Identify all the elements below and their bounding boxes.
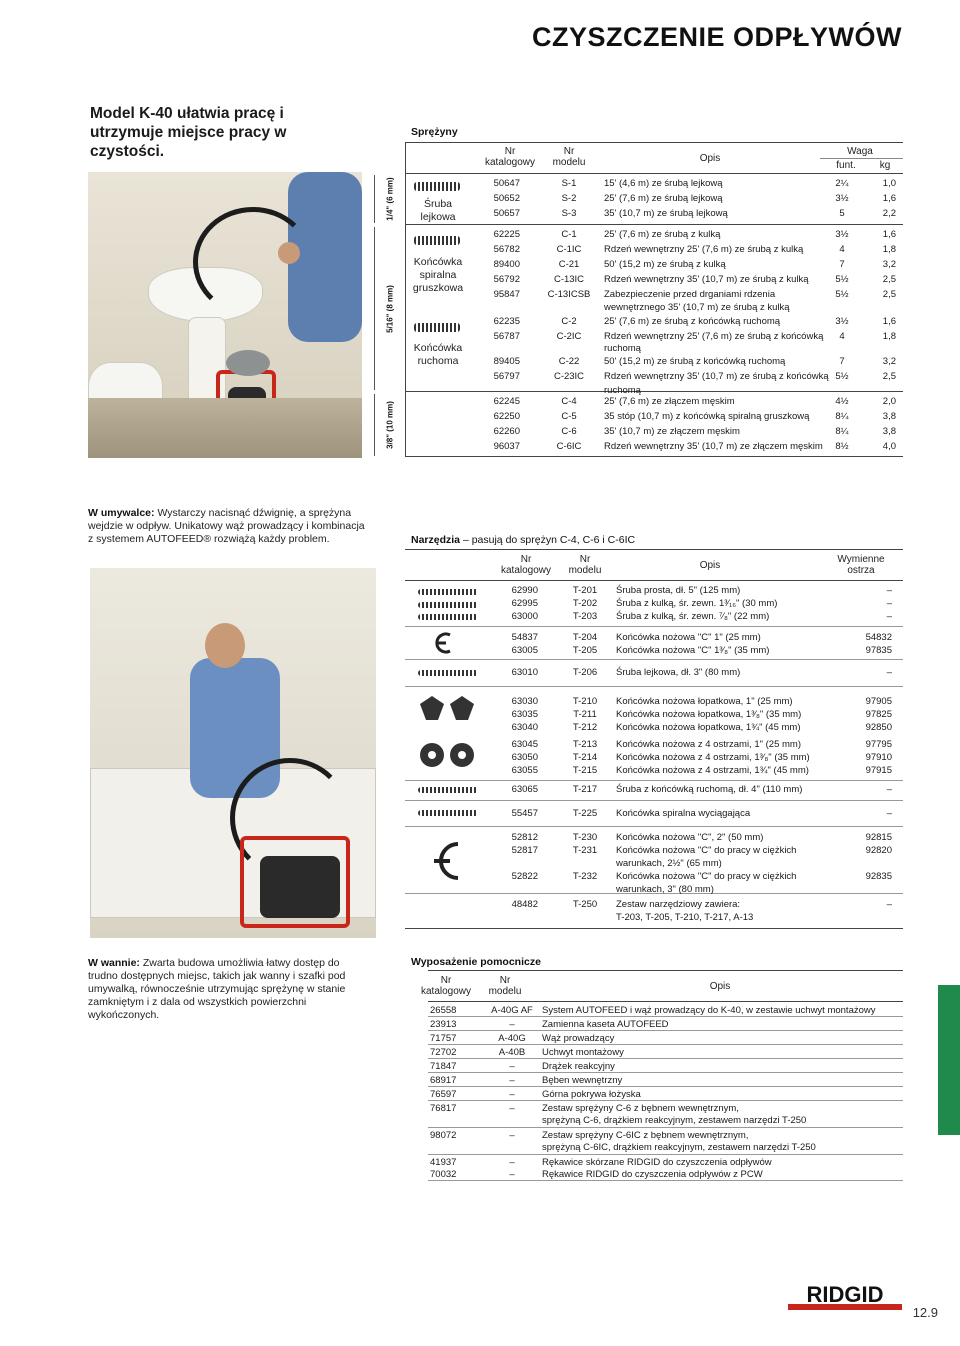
tool-hdr-ostrza: Wymienne ostrza	[837, 554, 885, 576]
spring-row-col-0: 62245	[493, 396, 520, 407]
accessory-row-col-1: A-40B	[498, 1047, 526, 1058]
accessory-row-col-0: 72702	[430, 1047, 457, 1058]
spring-row-col-0: 56787	[493, 331, 520, 342]
headline: Model K-40 ułatwia pracę i utrzymuje miejsce pracy w czystości.	[90, 105, 287, 160]
spr-hdr-waga: Waga	[847, 146, 873, 157]
tool-row-col-2: Końcówka nożowa z 4 ostrzami, 1³⁄₈" (35 mm)	[616, 752, 810, 763]
tool-row-col-3: 92850	[865, 722, 892, 733]
accessory-row-col-0: 71757	[430, 1033, 457, 1044]
tool-row-col-3: 92820	[865, 845, 892, 856]
tool-row-col-1: T-202	[572, 598, 598, 609]
size-group-3: 3/8" (10 mm)	[374, 394, 404, 456]
tool-row-col-0: 63040	[511, 722, 538, 733]
accessory-row-col-0: 76817	[430, 1103, 457, 1114]
spring-row-col-2: 35' (10,7 m) ze złączem męskim	[604, 426, 740, 437]
spring-type-bulb: Końcówka spiralna gruszkowa	[412, 256, 464, 294]
spring-row-col-2: Rdzeń wewnętrzny 25' (7,6 m) ze śrubą z końcówką	[604, 331, 824, 342]
accessory-row-divider	[428, 1044, 903, 1045]
accessory-row-col-0: 68917	[430, 1075, 457, 1086]
tool-row-col-0: 63010	[511, 667, 538, 678]
tool-row-col-1: T-217	[572, 784, 598, 795]
spring-row-col-3: 7	[839, 259, 845, 270]
tool-row-col-0: 63035	[511, 709, 538, 720]
tool-row-col-1: T-250	[572, 899, 598, 910]
tool-row-col-1: T-215	[572, 765, 598, 776]
spring-row-col-3: 8¼	[835, 411, 849, 422]
accessory-row-col-2: Drążek reakcyjny	[542, 1061, 615, 1072]
accessory-row-col-1: –	[509, 1019, 515, 1030]
tool-row-col-1: T-230	[572, 832, 598, 843]
accessory-row-col-2: Zestaw sprężyny C-6 z bębnem wewnętrznym,	[542, 1103, 739, 1114]
accessory-row-col-2: sprężyną C-6, drążkiem reakcyjnym, zestawem narzędzi T-250	[542, 1115, 807, 1126]
accessory-row-col-2: Wąż prowadzący	[542, 1033, 615, 1044]
spring-row-col-4: 3,2	[882, 259, 896, 270]
accessory-row-col-2: System AUTOFEED i wąż prowadzący do K-40, w zestawie uchwyt montażowy	[542, 1005, 876, 1016]
accessory-row-col-2: Rękawice skórzane RIDGID do czyszczenia odpływów	[542, 1157, 772, 1168]
spring-row-col-1: C-2	[561, 316, 577, 327]
spring-row-col-4: 1,6	[882, 193, 896, 204]
spr-hdr-nrkat: Nr katalogowy	[484, 146, 536, 168]
spring-row-col-1: C-1	[561, 229, 577, 240]
accessory-row-col-1: A-40G	[498, 1033, 526, 1044]
tool-row-col-0: 63005	[511, 645, 538, 656]
accessory-row-divider	[428, 1058, 903, 1059]
spring-row-col-1: S-1	[561, 178, 577, 189]
accessory-row-col-0: 76597	[430, 1089, 457, 1100]
acc-hdr-nrmod: Nr modelu	[488, 975, 522, 997]
tool-row-col-3: 97835	[865, 645, 892, 656]
spring-row-col-2: 50' (15,2 m) ze śrubą z kulką	[604, 259, 726, 270]
tool-hdr-nrmod: Nr modelu	[568, 554, 602, 576]
spring-row-col-0: 96037	[493, 441, 520, 452]
spring-row-col-2: 25' (7,6 m) ze śrubą z końcówką ruchomą	[604, 316, 781, 327]
spring-row-col-1: C-2IC	[556, 331, 582, 342]
spring-row-col-0: 56797	[493, 371, 520, 382]
tool-row-col-1: T-212	[572, 722, 598, 733]
spring-row-col-0: 50657	[493, 208, 520, 219]
accessory-row-col-2: Górna pokrywa łożyska	[542, 1089, 641, 1100]
tool-hdr-opis: Opis	[699, 560, 721, 571]
tool-row-col-1: T-205	[572, 645, 598, 656]
spring-row-col-1: S-2	[561, 193, 577, 204]
accessory-row-col-1: –	[509, 1157, 515, 1168]
tool-row-col-2: Zestaw narzędziowy zawiera:	[616, 899, 741, 910]
spring-row-col-3: 3½	[835, 193, 849, 204]
accessory-row-col-2: Zamienna kaseta AUTOFEED	[542, 1019, 669, 1030]
acc-hdr-opis: Opis	[709, 981, 731, 992]
accessory-row-col-0: 70032	[430, 1169, 457, 1180]
spring-row-col-4: 3,8	[882, 411, 896, 422]
accessory-row-col-2: Rękawice RIDGID do czyszczenia odpływów z PCW	[542, 1169, 763, 1180]
spring-row-col-3: 4	[839, 244, 845, 255]
spring-row-col-3: 2¼	[835, 178, 849, 189]
caption-sink: W umywalce: Wystarczy nacisnąć dźwignię, a sprężyna wejdzie w odpływ. Unikatowy wąż prowadzący i kombinacja z systemem AUTOFEED® rozwiążą każdy problem.	[88, 507, 365, 545]
spring-row-col-4: 2,5	[882, 274, 896, 285]
tool-row-col-1: T-231	[572, 845, 598, 856]
tool-row-col-2: Śruba z kulką, śr. zewn. 1³⁄₁₆" (30 mm)	[616, 598, 778, 609]
spring-row-col-2: Rdzeń wewnętrzny 35' (10,7 m) ze złączem męskim	[604, 441, 823, 452]
tool-row-col-2: T-203, T-205, T-210, T-217, A-13	[616, 912, 754, 923]
section-tab	[938, 985, 960, 1135]
spring-row-col-2: 25' (7,6 m) ze śrubą z kulką	[604, 229, 721, 240]
tools-label: Narzędzia – pasują do sprężyn C-4, C-6 i C-6IC	[411, 534, 636, 546]
spring-row-col-4: 1,6	[882, 229, 896, 240]
tool-row-col-2: Końcówka nożowa z 4 ostrzami, 1" (25 mm)	[616, 739, 801, 750]
tool-row-col-2: Końcówka nożowa z 4 ostrzami, 1¾" (45 mm)	[616, 765, 809, 776]
tool-row-col-3: –	[886, 899, 892, 910]
accessory-row-divider	[428, 1072, 903, 1073]
spring-row-col-0: 62225	[493, 229, 520, 240]
spring-row-col-2: Zabezpieczenie przed drganiami rdzenia	[604, 289, 776, 300]
spring-row-col-0: 62235	[493, 316, 520, 327]
tool-row-col-2: Końcówka nożowa łopatkowa, 1³⁄₈" (35 mm)	[616, 709, 802, 720]
accessory-row-col-1: –	[509, 1075, 515, 1086]
accessory-row-divider	[428, 1180, 903, 1181]
tool-row-col-3: 97795	[865, 739, 892, 750]
page-title: CZYSZCZENIE ODPŁYWÓW	[532, 22, 902, 52]
tool-row-col-2: Końcówka nożowa łopatkowa, 1¾" (45 mm)	[616, 722, 801, 733]
spring-row-col-2: 35' (10,7 m) ze śrubą lejkową	[604, 208, 728, 219]
accessory-row-col-1: A-40G AF	[491, 1005, 533, 1016]
tool-row-col-2: Śruba lejkowa, dł. 3" (80 mm)	[616, 667, 741, 678]
spring-row-col-1: C-4	[561, 396, 577, 407]
spring-row-col-3: 5	[839, 208, 845, 219]
caption-bathtub: W wannie: Zwarta budowa umożliwia łatwy dostęp do trudno dostępnych miejsc, takich jak wanny i szafki pod umywalką, równocześnie utrzymując sprężynę w stanie zamkniętym i z dala od wszystkich powierzchni wykończonych.	[88, 957, 346, 1021]
spring-row-col-2: wewnętrznego 35' (10,7 m) ze śrubą z kulką	[604, 302, 790, 313]
spring-row-col-2: 25' (7,6 m) ze złączem męskim	[604, 396, 735, 407]
accessory-row-col-0: 26558	[430, 1005, 457, 1016]
acc-hdr-nrkat: Nr katalogowy	[420, 975, 472, 997]
tool-row-col-2: Końcówka nożowa "C" do pracy w ciężkich	[616, 871, 797, 882]
spring-row-col-2: 50' (15,2 m) ze śrubą z końcówką ruchomą	[604, 356, 786, 367]
accessory-row-divider	[428, 1016, 903, 1017]
spring-row-col-1: C-21	[558, 259, 580, 270]
spr-hdr-kg: kg	[879, 160, 891, 171]
accessory-row-col-1: –	[509, 1169, 515, 1180]
tool-row-col-0: 52817	[511, 845, 538, 856]
tool-row-col-0: 52812	[511, 832, 538, 843]
accessory-row	[0, 1140, 960, 1155]
tool-row-col-2: Śruba z końcówką ruchomą, dł. 4" (110 mm)	[616, 784, 803, 795]
tool-row-col-2: Końcówka spiralna wyciągająca	[616, 808, 751, 819]
tool-row-col-1: T-206	[572, 667, 598, 678]
spring-row-col-4: 3,2	[882, 356, 896, 367]
tool-row-col-1: T-204	[572, 632, 598, 643]
tool-row-col-2: warunkach, 3" (80 mm)	[616, 884, 714, 895]
tool-row-col-0: 55457	[511, 808, 538, 819]
accessory-row-divider	[428, 1127, 903, 1128]
tool-row-col-3: 97825	[865, 709, 892, 720]
ridgid-logo	[786, 1282, 904, 1314]
tool-row-col-3: 97910	[865, 752, 892, 763]
tool-row-col-1: T-225	[572, 808, 598, 819]
tool-row-col-2: Śruba z kulką, śr. zewn. ⁷⁄₈" (22 mm)	[616, 611, 770, 622]
accessory-row-col-0: 41937	[430, 1157, 457, 1168]
tool-row-col-3: 92815	[865, 832, 892, 843]
tool-row-col-0: 63055	[511, 765, 538, 776]
tool-row-col-1: T-214	[572, 752, 598, 763]
tool-row-col-3: 97915	[865, 765, 892, 776]
spring-row-col-2: Rdzeń wewnętrzny 35' (10,7 m) ze śrubą z końcówką	[604, 371, 829, 382]
spr-hdr-nrmod: Nr modelu	[552, 146, 586, 168]
spring-row-col-0: 89400	[493, 259, 520, 270]
tool-row-col-3: 92835	[865, 871, 892, 882]
spring-row-col-1: C-1IC	[556, 244, 582, 255]
page-number: 12.9	[912, 1305, 938, 1320]
spring-row-col-3: 3½	[835, 229, 849, 240]
tool-row-col-0: 54837	[511, 632, 538, 643]
tool-row-col-2: Końcówka nożowa "C", 2" (50 mm)	[616, 832, 764, 843]
accessory-row-divider	[428, 1100, 903, 1101]
spring-row-col-1: C-6	[561, 426, 577, 437]
tool-row-col-0: 63050	[511, 752, 538, 763]
accessory-row-col-2: Zestaw sprężyny C-6IC z bębnem wewnętrznym,	[542, 1130, 749, 1141]
spring-row-col-2: 25' (7,6 m) ze śrubą lejkową	[604, 193, 723, 204]
spring-type-drophead: Końcówka ruchoma	[413, 342, 463, 367]
spring-row-col-2: Rdzeń wewnętrzny 35' (10,7 m) ze śrubą z kulką	[604, 274, 809, 285]
spring-type-funnel: Śruba lejkowa	[420, 198, 456, 223]
spring-row-col-3: 7	[839, 356, 845, 367]
accessory-row-divider	[428, 1154, 903, 1155]
spring-row-col-4: 2,0	[882, 396, 896, 407]
spring-row-col-0: 95847	[493, 289, 520, 300]
tool-row-col-1: T-211	[573, 709, 597, 720]
spr-hdr-opis: Opis	[699, 153, 721, 164]
spring-row-col-1: C-22	[558, 356, 580, 367]
accessory-row-col-0: 98072	[430, 1130, 457, 1141]
tool-row-col-1: T-213	[572, 739, 598, 750]
tool-row-col-0: 63065	[511, 784, 538, 795]
tool-row-col-0: 52822	[511, 871, 538, 882]
accessory-row-divider	[428, 1030, 903, 1031]
spring-row-col-4: 1,8	[882, 331, 896, 342]
accessory-row-col-0: 71847	[430, 1061, 457, 1072]
spring-row-col-0: 56792	[493, 274, 520, 285]
tool-row-col-1: T-232	[572, 871, 598, 882]
spring-row-col-3: 4½	[835, 396, 849, 407]
spring-row-col-4: 1,0	[882, 178, 896, 189]
tool-hdr-nrkat: Nr katalogowy	[500, 554, 552, 576]
tool-row-col-0: 63000	[511, 611, 538, 622]
spring-row-col-3: 5½	[835, 289, 849, 300]
tool-row-col-1: T-203	[572, 611, 598, 622]
tool-row-col-2: warunkach, 2½" (65 mm)	[616, 858, 722, 869]
accessory-row-col-1: –	[509, 1103, 515, 1114]
tool-row-col-2: Śruba prosta, dł. 5" (125 mm)	[616, 585, 741, 596]
accessory-row	[0, 1113, 960, 1128]
tool-row-col-0: 48482	[511, 899, 538, 910]
spring-row-col-3: 4	[839, 331, 845, 342]
spring-row-col-1: C-13IC	[553, 274, 585, 285]
accessory-row-col-2: sprężyną C-6IC, drążkiem reakcyjnym, zestawem narzędzi T-250	[542, 1142, 816, 1153]
tool-row-col-2: Końcówka nożowa "C" 1³⁄₈" (35 mm)	[616, 645, 770, 656]
spr-hdr-funt: funt.	[836, 160, 856, 171]
tool-row-col-2: Końcówka nożowa łopatkowa, 1" (25 mm)	[616, 696, 793, 707]
spring-row-col-4: 4,0	[882, 441, 896, 452]
spring-row-col-0: 62260	[493, 426, 520, 437]
tool-row-col-1: T-201	[572, 585, 598, 596]
accessory-row-col-1: –	[509, 1089, 515, 1100]
spring-row-col-3: 8½	[835, 441, 849, 452]
tool-row-col-3: 54832	[865, 632, 892, 643]
springs-label: Sprężyny	[411, 126, 458, 138]
spring-row-col-0: 50652	[493, 193, 520, 204]
tool-row-col-0: 62995	[511, 598, 538, 609]
svg-text:RIDGID: RIDGID	[806, 1282, 884, 1307]
spring-row-col-4: 1,8	[882, 244, 896, 255]
spring-row-col-3: 5½	[835, 274, 849, 285]
tool-row-col-2: Końcówka nożowa "C" 1" (25 mm)	[616, 632, 761, 643]
accessory-row-col-2: Bęben wewnętrzny	[542, 1075, 623, 1086]
spring-row-col-3: 5½	[835, 371, 849, 382]
spring-row-col-0: 56782	[493, 244, 520, 255]
spring-row-col-4: 3,8	[882, 426, 896, 437]
spring-row-col-1: C-13ICSB	[547, 289, 591, 300]
spring-row-col-1: C-6IC	[556, 441, 582, 452]
tool-row-col-0: 63045	[511, 739, 538, 750]
tool-row-col-3: 97905	[865, 696, 892, 707]
size-group-1: 1/4" (6 mm)	[374, 175, 404, 223]
spring-row-col-0: 62250	[493, 411, 520, 422]
spring-row-col-0: 50647	[493, 178, 520, 189]
accessory-row-col-1: –	[509, 1130, 515, 1141]
tool-row-col-3: –	[886, 667, 892, 678]
tool-row-col-3: –	[886, 598, 892, 609]
spring-row-col-0: 89405	[493, 356, 520, 367]
spring-row-col-2: 15' (4,6 m) ze śrubą lejkową	[604, 178, 723, 189]
accessory-row-col-1: –	[509, 1061, 515, 1072]
spring-row-col-2: Rdzeń wewnętrzny 25' (7,6 m) ze śrubą z kulką	[604, 244, 804, 255]
accessory-row-divider	[428, 1086, 903, 1087]
spring-row-col-2: ruchomą	[604, 343, 641, 354]
spring-row-col-4: 2,5	[882, 289, 896, 300]
tool-row-col-3: –	[886, 808, 892, 819]
tool-row-col-3: –	[886, 585, 892, 596]
tool-row-col-0: 63030	[511, 696, 538, 707]
accessories-label: Wyposażenie pomocnicze	[411, 956, 541, 968]
spring-row-col-1: C-23IC	[553, 371, 585, 382]
tool-row-col-0: 62990	[511, 585, 538, 596]
spring-row-col-2: ruchomą	[604, 385, 641, 396]
spring-row-col-4: 2,2	[882, 208, 896, 219]
tool-row-col-1: T-210	[572, 696, 598, 707]
tool-row-col-2: Końcówka nożowa "C" do pracy w ciężkich	[616, 845, 797, 856]
spring-row-col-2: 35 stóp (10,7 m) z końcówką spiralną gruszkową	[604, 411, 810, 422]
spring-row-col-4: 2,5	[882, 371, 896, 382]
size-group-2: 5/16" (8 mm)	[374, 227, 404, 390]
accessory-row-col-0: 23913	[430, 1019, 457, 1030]
tool-row-col-3: –	[886, 611, 892, 622]
spring-row-col-1: C-5	[561, 411, 577, 422]
spring-row-col-1: S-3	[561, 208, 577, 219]
tool-row-col-3: –	[886, 784, 892, 795]
spring-row-col-3: 3½	[835, 316, 849, 327]
spring-row-col-4: 1,6	[882, 316, 896, 327]
accessory-row-col-2: Uchwyt montażowy	[542, 1047, 624, 1058]
spring-row-col-3: 8¼	[835, 426, 849, 437]
